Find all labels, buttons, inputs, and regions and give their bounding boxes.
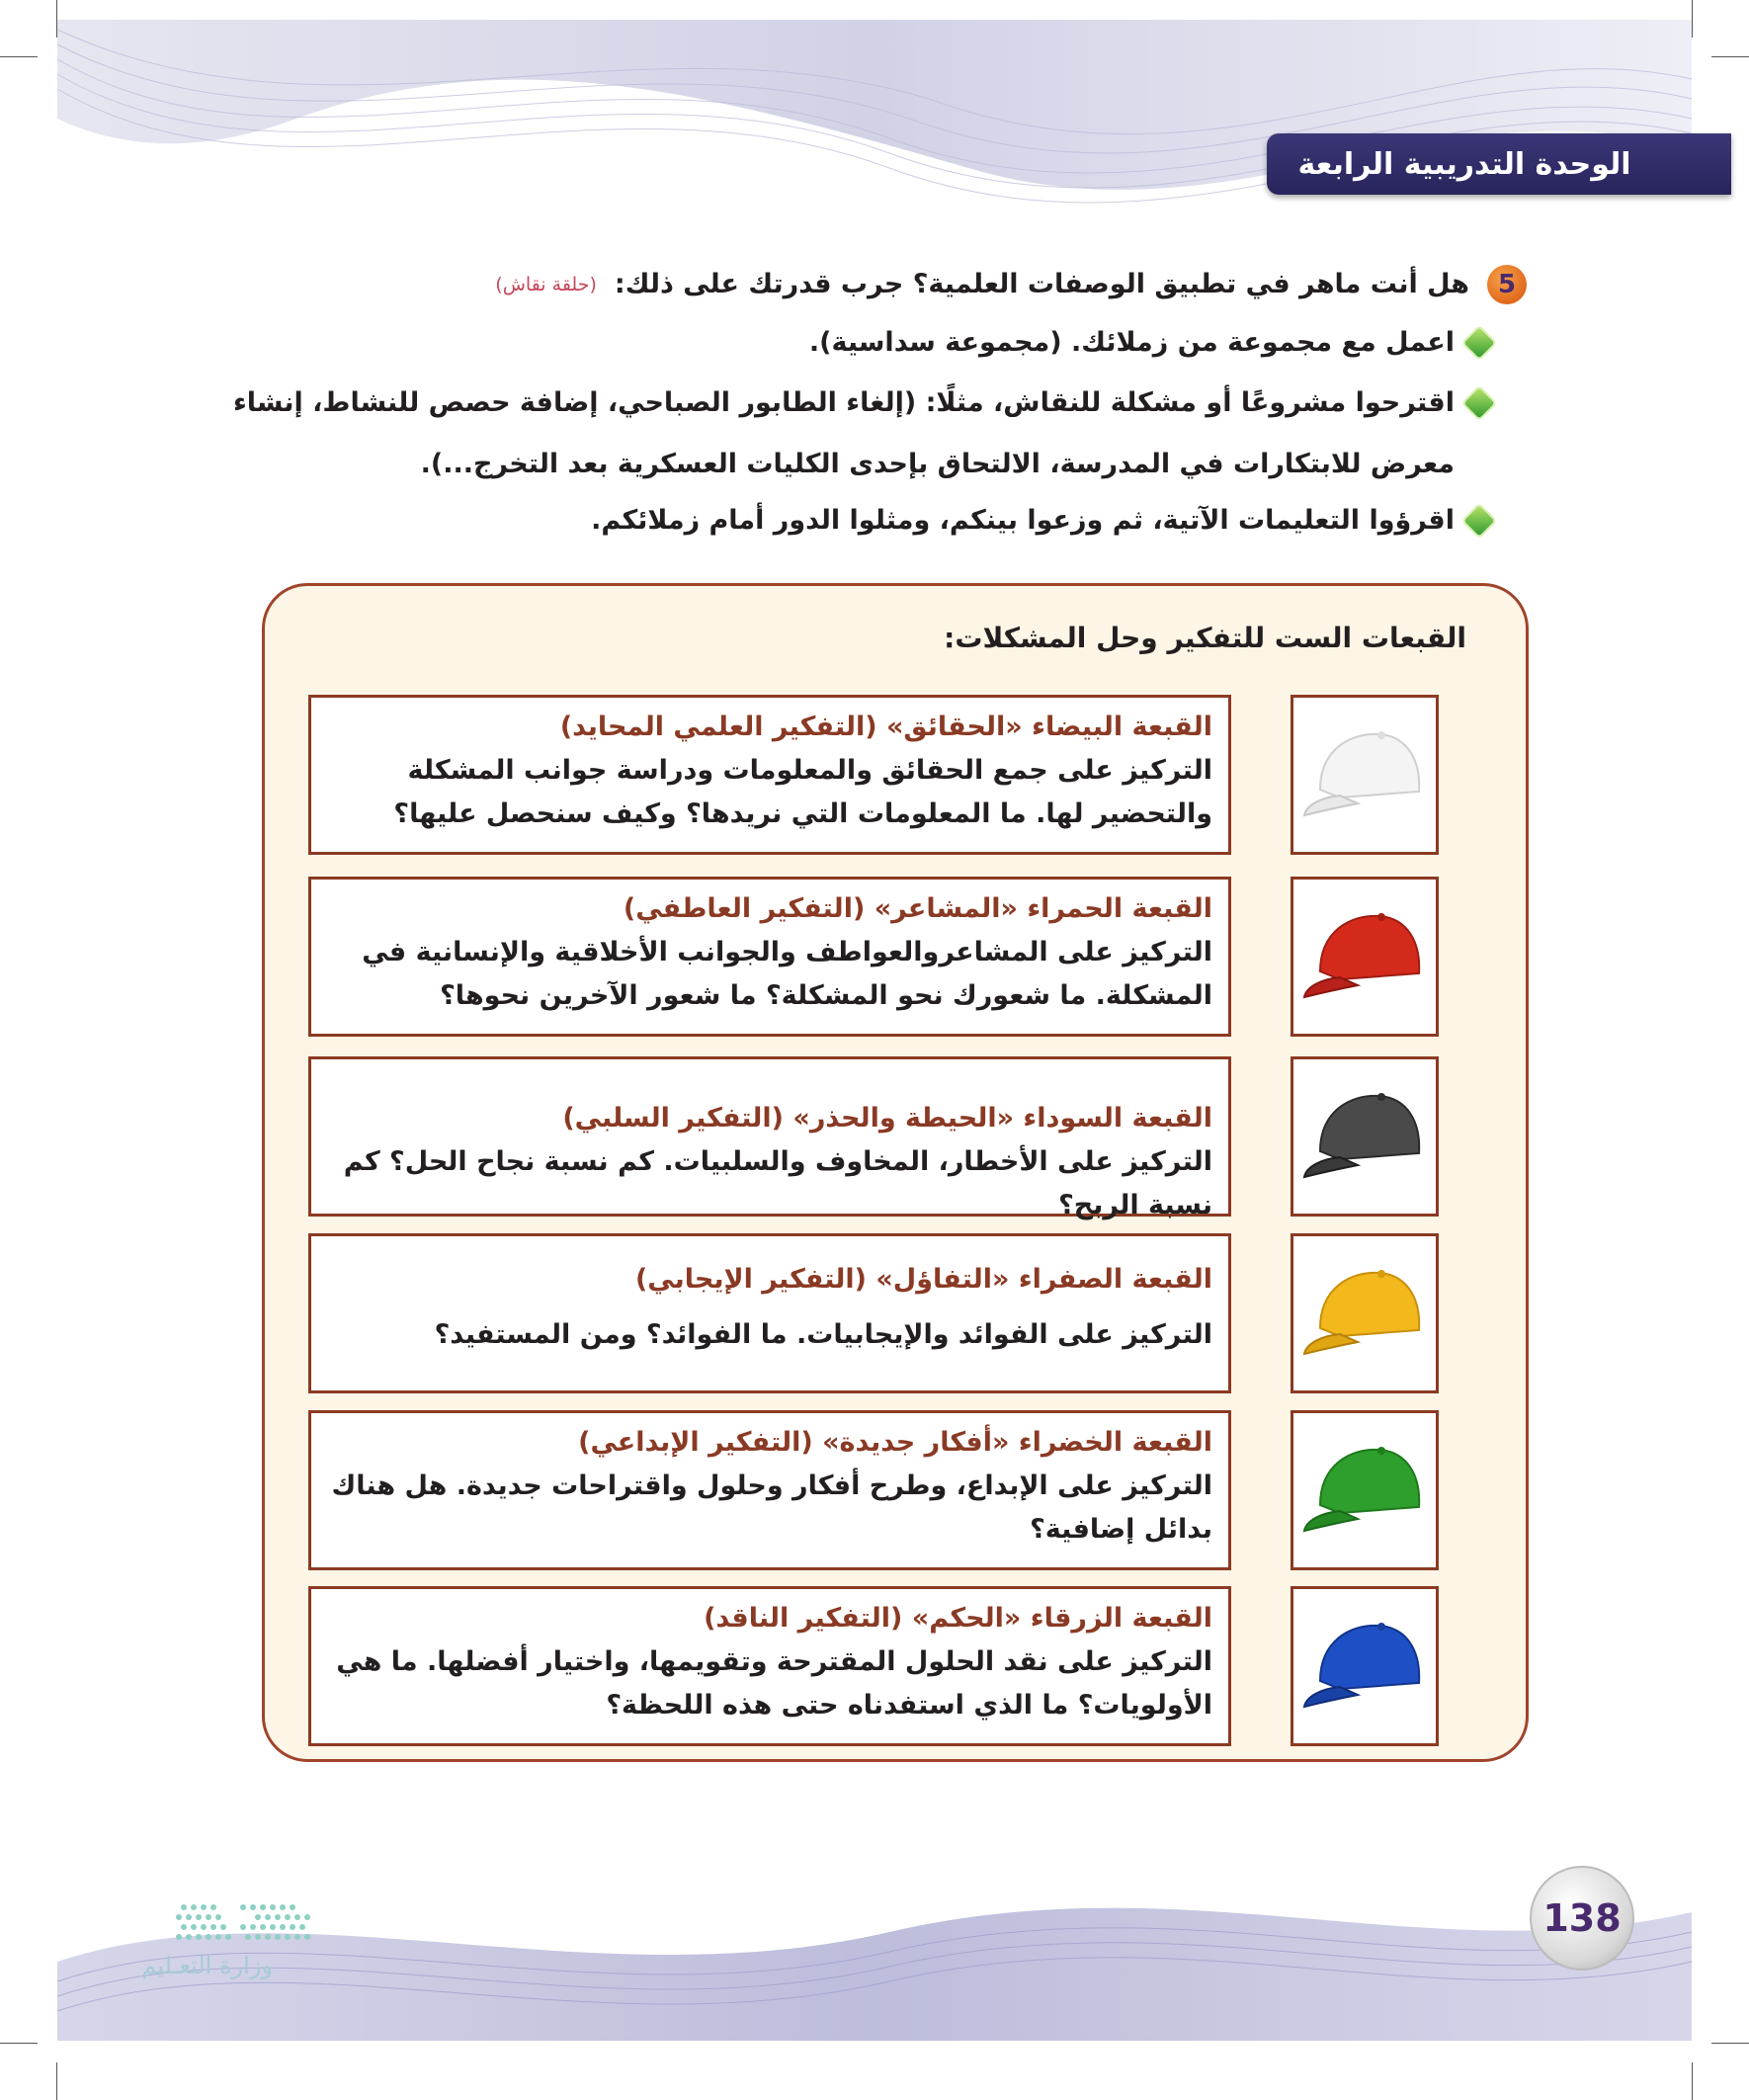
bullet-text: اعمل مع مجموعة من زملائك. (مجموعة سداسية). xyxy=(808,327,1455,358)
question-5 xyxy=(242,265,1527,304)
question-text: هل أنت ماهر في تطبيق الوصفات العلمية؟ جرب قدرتك على ذلك: xyxy=(614,269,1469,299)
hat-card-green xyxy=(308,1410,1231,1570)
hat-description: التركيز على الفوائد والإيجابيات. ما الفوائد؟ ومن المستفيد؟ xyxy=(434,1319,1212,1350)
diamond-bullet-icon xyxy=(1463,387,1494,418)
diamond-bullet-icon xyxy=(1463,327,1494,358)
six-hats-panel xyxy=(262,583,1529,1762)
hat-description: التركيز على الأخطار، المخاوف والسلبيات. كم نسبة نجاح الحل؟ كم نسبة الربح؟ xyxy=(343,1146,1212,1220)
bullet-item xyxy=(215,323,1490,363)
hat-card-red xyxy=(308,877,1231,1037)
hat-image-white xyxy=(1291,695,1439,855)
hat-title: القبعة الصفراء «التفاؤل» (التفكير الإيجابي) xyxy=(634,1264,1212,1295)
hat-image-green xyxy=(1291,1410,1439,1570)
diamond-bullet-icon xyxy=(1463,505,1494,536)
ministry-name: وزارة التعـليم xyxy=(141,1952,273,1979)
hat-image-red xyxy=(1291,877,1439,1037)
hat-title: القبعة الحمراء «المشاعر» (التفكير العاطفي) xyxy=(623,893,1212,924)
hat-description: التركيز على نقد الحلول المقترحة وتقويمها، واختيار أفضلها. ما هي الأولويات؟ ما الذي استفدناه حتى هذه اللحظة؟ xyxy=(336,1646,1212,1721)
hat-description: التركيز على الإبداع، وطرح أفكار وحلول واقتراحات جديدة. هل هناك بدائل إضافية؟ xyxy=(331,1470,1212,1545)
hat-image-yellow xyxy=(1291,1233,1439,1393)
panel-title: القبعات الست للتفكير وحل المشكلات: xyxy=(944,622,1466,654)
red-cap-icon xyxy=(1300,902,1429,1011)
hat-image-blue xyxy=(1291,1586,1439,1746)
page-number-badge xyxy=(1530,1866,1634,1971)
hat-card-white xyxy=(308,695,1231,855)
white-cap-icon xyxy=(1300,720,1429,829)
bullet-item xyxy=(215,383,1490,484)
hat-title: القبعة الزرقاء «الحكم» (التفكير الناقد) xyxy=(704,1603,1212,1634)
green-cap-icon xyxy=(1300,1436,1429,1545)
blue-cap-icon xyxy=(1300,1612,1429,1721)
hat-title: القبعة البيضاء «الحقائق» (التفكير العلمي المحايد) xyxy=(559,712,1212,742)
unit-title: الوحدة التدريبية الرابعة xyxy=(1297,146,1631,182)
discussion-tag: (حلقة نقاش) xyxy=(495,274,597,295)
page-number: 138 xyxy=(1542,1896,1622,1940)
hat-card-blue xyxy=(308,1586,1231,1746)
hat-description: التركيز على المشاعروالعواطف والجوانب الأخلاقية والإنسانية في المشكلة. ما شعورك نحو المشكلة؟ ما شعور الآخرين نحوها؟ xyxy=(362,937,1212,1011)
hat-title: القبعة الخضراء «أفكار جديدة» (التفكير الإبداعي) xyxy=(578,1427,1212,1458)
hat-card-black xyxy=(308,1056,1231,1220)
unit-banner xyxy=(1267,133,1731,195)
hat-title: القبعة السوداء «الحيطة والحذر» (التفكير السلبي) xyxy=(562,1103,1212,1134)
yellow-cap-icon xyxy=(1300,1259,1429,1368)
question-number-badge: 5 xyxy=(1487,265,1527,304)
black-cap-icon xyxy=(1300,1082,1429,1191)
bullet-text-line-1: اقترحوا مشروعًا أو مشكلة للنقاش، مثلًا: (إلغاء الطابور الصباحي، إضافة حصص للنشاط، إنشاء xyxy=(232,387,1455,418)
hat-card-yellow xyxy=(308,1233,1231,1393)
hat-description: التركيز على جمع الحقائق والمعلومات ودراسة جوانب المشكلة والتحضير لها. ما المعلومات التي نريدها؟ وكيف سنحصل عليها؟ xyxy=(393,755,1212,829)
bullet-text xyxy=(215,383,1455,484)
hat-image-black xyxy=(1291,1056,1439,1217)
bullet-item xyxy=(215,501,1490,541)
bullet-text-line-2: معرض للابتكارات في المدرسة، الالتحاق بإحدى الكليات العسكرية بعد التخرج...). xyxy=(420,449,1455,479)
bullet-text: اقرؤوا التعليمات الآتية، ثم وزعوا بينكم، ومثلوا الدور أمام زملائكم. xyxy=(591,505,1455,536)
